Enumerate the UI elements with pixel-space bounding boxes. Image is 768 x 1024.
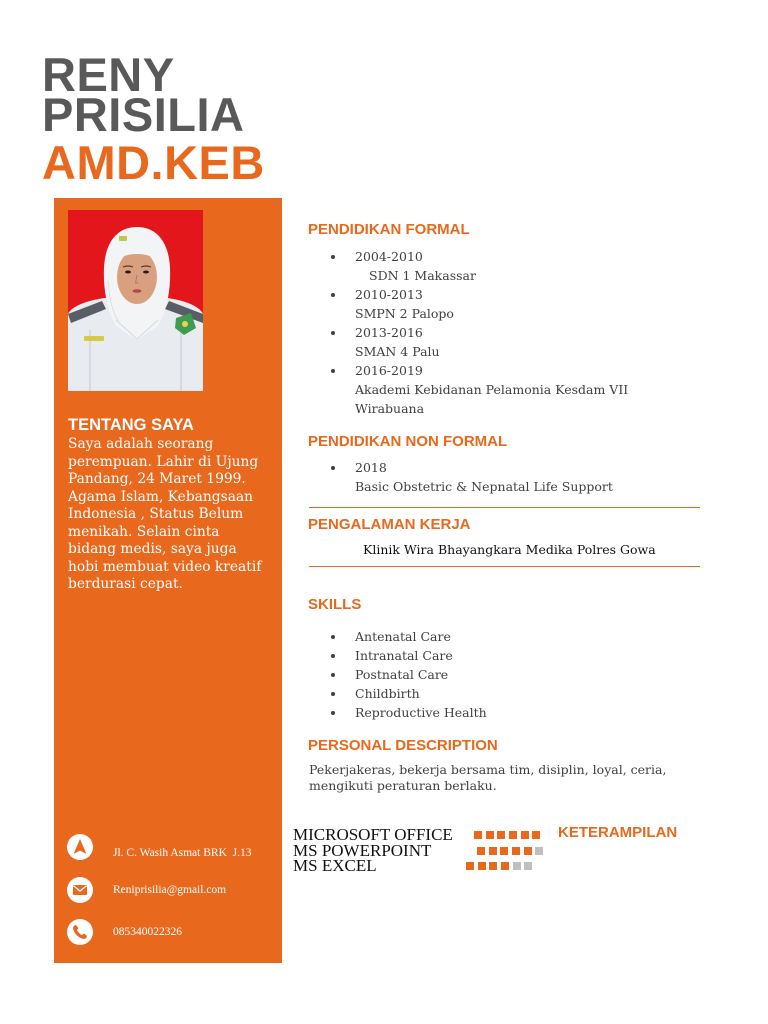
education-years: 2016-2019 [355, 363, 423, 378]
about-line: hobi membuat video kreatif [68, 558, 262, 575]
computer-skill-name: MS POWERPOINT [293, 840, 432, 860]
rating-square-empty [524, 862, 532, 870]
about-paragraph [68, 436, 261, 594]
rating-square-filled [512, 847, 520, 855]
skill-item: Postnatal Care [355, 665, 675, 684]
about-line: perempuan. Lahir di Ujung [68, 453, 259, 470]
rating-square-filled [477, 847, 485, 855]
personal-description-text: Pekerjakeras, bekerja bersama tim, disiplin, loyal, ceria, mengikuti peraturan berlaku. [309, 762, 667, 793]
education-entry [355, 285, 675, 323]
envelope-icon [67, 877, 93, 903]
section-divider [309, 566, 700, 567]
rating-square-filled [489, 862, 497, 870]
non-formal-education-heading: PENDIDIKAN NON FORMAL [308, 433, 508, 450]
education-years: 2004-2010 [355, 249, 423, 264]
training-entry [355, 458, 675, 496]
contact-email: Reniprisilia@gmail.com [113, 884, 227, 896]
education-entry [355, 247, 675, 285]
last-name: PRISILIA [42, 88, 245, 141]
section-divider [309, 507, 700, 508]
rating-square-filled [489, 847, 497, 855]
education-entry [355, 323, 675, 361]
skill-item: Reproductive Health [355, 703, 675, 722]
rating-square-filled [474, 831, 482, 839]
about-line: menikah. Selain cinta [68, 523, 220, 540]
rating-square-filled [532, 831, 540, 839]
personal-description-heading: PERSONAL DESCRIPTION [308, 737, 498, 754]
computer-skills-list [293, 827, 453, 874]
work-experience-item: Klinik Wira Bhayangkara Medika Polres Gowa [363, 542, 656, 557]
non-formal-education-list [355, 458, 675, 496]
education-school: SMPN 2 Palopo [355, 306, 454, 321]
computer-skills-heading: KETERAMPILAN [558, 824, 678, 841]
contact-phone: 085340022326 [113, 926, 182, 938]
about-line: Pandang, 24 Maret 1999. [68, 471, 246, 487]
education-school: Akademi Kebidanan Pelamonia Kesdam VII Wirabuana [355, 382, 629, 416]
rating-square-filled [524, 847, 532, 855]
rating-square-filled [521, 831, 529, 839]
rating-square-filled [509, 831, 517, 839]
education-years: 2013-2016 [355, 325, 423, 340]
formal-education-list [355, 247, 675, 418]
computer-skill-name: MICROSOFT OFFICE [293, 825, 453, 844]
location-arrow-icon [67, 834, 93, 860]
rating-square-empty [535, 847, 543, 855]
about-line: Saya adalah seorang [68, 436, 214, 452]
work-experience-heading: PENGALAMAN KERJA [308, 516, 471, 533]
rating-square-filled [500, 847, 508, 855]
first-name: RENY [42, 48, 175, 101]
computer-skill-name: MS EXCEL [293, 856, 377, 875]
rating-square-filled [497, 831, 505, 839]
rating-square-filled [478, 862, 486, 870]
profile-photo-image [68, 210, 203, 391]
computer-skill-rating [466, 862, 532, 870]
education-school: SDN 1 Makassar [369, 268, 476, 283]
about-line: Indonesia , Status Belum [68, 506, 244, 522]
degree-title: AMD.KEB [42, 136, 265, 189]
about-title: TENTANG SAYA [68, 416, 194, 434]
training-year: 2018 [355, 460, 387, 475]
skills-heading: SKILLS [308, 596, 362, 613]
skill-item: Intranatal Care [355, 646, 675, 665]
rating-square-filled [486, 831, 494, 839]
education-years: 2010-2013 [355, 287, 423, 302]
about-line: berdurasi cepat. [68, 576, 183, 592]
skills-list [355, 627, 675, 722]
phone-icon [67, 919, 93, 945]
skill-item: Childbirth [355, 684, 675, 703]
education-school: SMAN 4 Palu [355, 344, 440, 359]
formal-education-heading: PENDIDIKAN FORMAL [308, 221, 470, 238]
about-line: Agama Islam, Kebangsaan [68, 488, 254, 505]
training-name: Basic Obstetric & Nepnatal Life Support [355, 479, 613, 494]
about-line: bidang medis, saya juga [68, 541, 237, 557]
education-entry [355, 361, 675, 418]
hijab-pin [119, 236, 127, 241]
contact-address: Jl. C. Wasih Asmat BRK J.13 [113, 847, 252, 859]
computer-skill-rating [477, 847, 543, 855]
rating-square-filled [466, 862, 474, 870]
profile-photo [68, 210, 203, 391]
rating-square-empty [513, 862, 521, 870]
rating-square-filled [501, 862, 509, 870]
skill-item: Antenatal Care [355, 627, 675, 646]
computer-skill-rating [474, 831, 540, 839]
